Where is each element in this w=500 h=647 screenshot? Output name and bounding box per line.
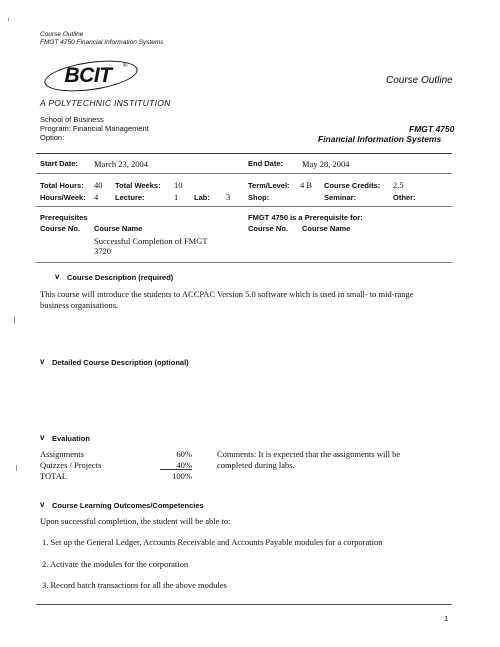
evaluation-comments-1: Comments: It is expected that the assignments will be (217, 449, 401, 459)
outcome-item: 3. Record batch transactions for all the above modules (42, 580, 227, 590)
lab-value: 3 (226, 192, 231, 202)
lecture-value: 1 (174, 192, 179, 202)
total-hours-value: 40 (94, 180, 103, 190)
outcome-item: 2. Activate the modules for the corporation (42, 559, 189, 569)
total-weeks-label: Total Weeks: (115, 181, 161, 190)
course-credits-value: 2.5 (393, 180, 404, 190)
scan-mark (16, 465, 17, 471)
term-level-label: Term/Level: (248, 181, 290, 190)
course-description-bullet: v (55, 272, 60, 281)
course-credits-label: Course Credits: (324, 181, 381, 190)
end-date-label: End Date: (248, 159, 284, 168)
start-date-value: March 23, 2004 (94, 159, 149, 169)
detailed-description-heading: Detailed Course Description (optional) (52, 358, 189, 367)
prereq-for-course-no-header: Course No. (248, 224, 289, 233)
prereq-for-heading: FMGT 4750 is a Prerequisite for: (248, 213, 363, 222)
running-header-course: FMGT 4750 Financial Information Systems (40, 39, 164, 46)
option-line: Option: (40, 133, 65, 142)
lab-label: Lab: (194, 193, 210, 202)
start-date-label: Start Date: (40, 159, 78, 168)
evaluation-total-value: 100% (172, 471, 192, 481)
detailed-description-bullet: v (40, 357, 45, 366)
term-level-value: 4 B (300, 180, 313, 190)
bcit-logo (52, 64, 124, 88)
hours-week-label: Hours/Week: (40, 193, 86, 202)
outcomes-heading: Course Learning Outcomes/Competencies (52, 501, 204, 510)
header-divider (36, 153, 452, 154)
evaluation-total-rule (160, 469, 192, 470)
logo-tagline: A POLYTECHNIC INSTITUTION (40, 98, 171, 108)
prereq-divider (36, 262, 452, 263)
evaluation-bullet: v (40, 433, 45, 442)
seminar-label: Seminar: (324, 193, 357, 202)
evaluation-row-label: Assignments (40, 449, 84, 459)
prereq-for-course-name-header: Course Name (302, 224, 351, 233)
prerequisites-heading: Prerequisites (40, 213, 88, 222)
outcome-item: 1. Set up the General Ledger, Accounts Receivable and Accounts Payable modules for a corporation (42, 537, 383, 547)
evaluation-row-value: 40% (176, 460, 192, 470)
evaluation-row-value: 60% (176, 449, 192, 459)
shop-label: Shop: (248, 193, 270, 202)
dates-divider (36, 173, 452, 174)
running-header-title: Course Outline (40, 31, 84, 38)
evaluation-comments-2: completed during labs. (217, 460, 295, 470)
outcomes-bullet: v (40, 500, 45, 509)
hours-divider (36, 206, 452, 207)
school-line: School of Business (40, 115, 104, 124)
scan-mark (14, 316, 15, 324)
outcomes-intro: Upon successful completion, the student will be able to: (40, 516, 231, 526)
evaluation-row-label: Quizzes / Projects (40, 460, 102, 470)
program-line: Program: Financial Management (40, 124, 149, 133)
course-description-text-1: This course will introduce the students to ACCPAC Version 5.0 software which is used in small- to mid-range (40, 289, 414, 299)
end-date-value: May 28, 2004 (302, 159, 350, 169)
registered-mark: ® (123, 63, 128, 69)
lecture-label: Lecture: (115, 193, 145, 202)
page-number: 1 (444, 614, 449, 623)
footer-divider (36, 604, 452, 605)
scan-mark (8, 18, 9, 21)
hours-week-value: 4 (94, 192, 99, 202)
evaluation-total-label: TOTAL (40, 471, 68, 481)
course-description-heading: Course Description (required) (67, 273, 174, 282)
prereq-entry-line1: Successful Completion of FMGT (94, 236, 208, 246)
prereq-course-no-header: Course No. (40, 224, 81, 233)
logo-wordmark: BCIT (64, 64, 112, 87)
total-weeks-value: 10 (174, 180, 183, 190)
course-title: Financial Information Systems (318, 134, 442, 144)
other-label: Other: (393, 193, 416, 202)
course-description-text-2: business organisations. (40, 300, 119, 310)
prereq-entry-line2: 3720 (94, 246, 111, 256)
doc-type-title: Course Outline (386, 75, 453, 86)
total-hours-label: Total Hours: (40, 181, 84, 190)
course-code: FMGT 4750 (409, 124, 455, 134)
evaluation-heading: Evaluation (52, 434, 90, 443)
prereq-course-name-header: Course Name (94, 224, 143, 233)
